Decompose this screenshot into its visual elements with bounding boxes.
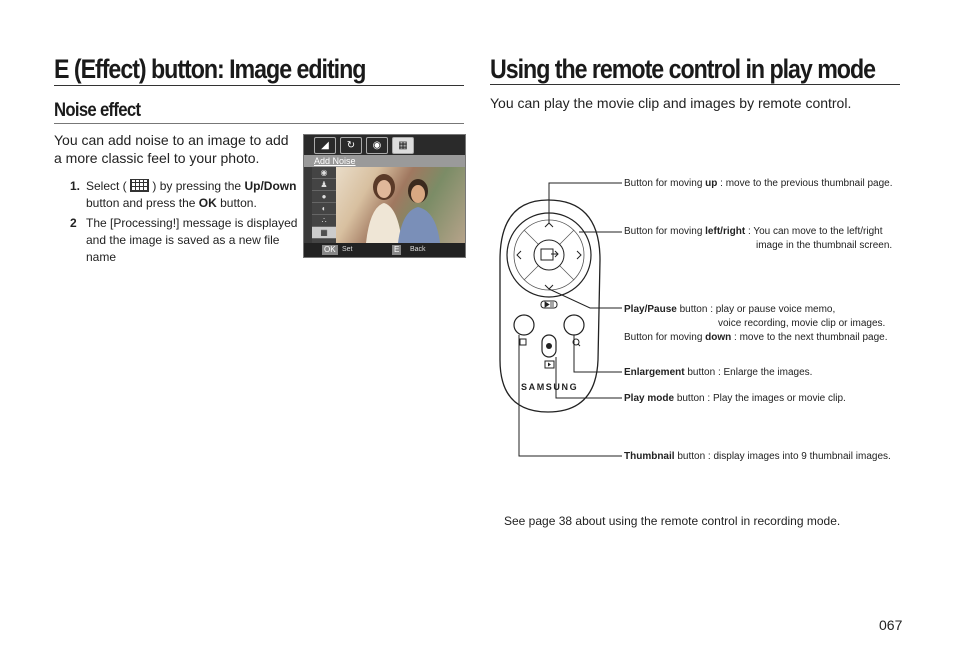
page-number: 067 xyxy=(879,617,903,633)
back-text: Back xyxy=(410,246,426,253)
add-noise-label: Add Noise xyxy=(314,156,356,166)
step-1-post: ) by pressing the xyxy=(152,179,242,193)
step-1-up: Up xyxy=(244,179,261,193)
noise-intro-text: You can add noise to an image to add a more classic feel to your photo. xyxy=(54,132,289,166)
e-key: E xyxy=(394,245,400,254)
step-2-text: The [Processing!] message is displayed and the image is saved as a new file name xyxy=(86,216,298,264)
set-text: Set xyxy=(342,246,353,253)
effect-icon: ▦ xyxy=(392,137,414,154)
palette-icon: ◉ xyxy=(366,137,388,154)
label-leftright-line2: image in the thumbnail screen. xyxy=(756,240,893,251)
remote-intro-text: You can play the movie clip and images by remote control. xyxy=(490,95,852,111)
enlargement-button[interactable] xyxy=(564,315,584,335)
label-enlarge: Enlargement button : Enlarge the images. xyxy=(624,367,813,378)
noise-effect-subtitle: Noise effect xyxy=(54,100,141,121)
left-page-title: E (Effect) button: Image editing xyxy=(54,54,366,84)
label-up: Button for moving up : move to the previous thumbnail page. xyxy=(624,178,893,189)
right-page-title: Using the remote control in play mode xyxy=(490,54,875,84)
step-1-pre: Select ( xyxy=(86,179,127,193)
label-playmode: Play mode button : Play the images or movie clip. xyxy=(624,393,846,404)
step-1-number: 1. xyxy=(70,179,81,193)
label-thumbnail: Thumbnail button : display images into 9 thumbnail images. xyxy=(624,451,891,462)
step-2-number: 2 xyxy=(70,216,77,230)
grid-icon: ▦ xyxy=(312,227,336,239)
remote-brand-logo: SAMSUNG xyxy=(521,382,579,392)
center-button[interactable] xyxy=(534,240,564,270)
step-1-down: Down xyxy=(263,179,297,193)
label-playpause: Play/Pause button : play or pause voice memo, xyxy=(624,304,836,315)
recording-mode-note: See page 38 about using the remote control in recording mode. xyxy=(504,514,841,528)
ok-key: OK xyxy=(324,245,336,254)
step-1-ok: OK xyxy=(198,196,217,210)
eye-icon: ◉ xyxy=(312,167,336,179)
label-leftright: Button for moving left/right : You can move to the left/right xyxy=(624,226,883,237)
dot-icon: ● xyxy=(312,191,336,203)
nodes-icon: ∴ xyxy=(312,215,336,227)
thumbnail-button[interactable] xyxy=(514,315,534,335)
label-down: Button for moving down : move to the next thumbnail page. xyxy=(624,332,888,343)
step-1-slash: / xyxy=(260,179,264,193)
contrast-icon: ◐ xyxy=(312,203,336,215)
rotate-icon: ↻ xyxy=(340,137,362,154)
label-playpause-line2: voice recording, movie clip or images. xyxy=(718,318,886,329)
resize-icon: ◢ xyxy=(314,137,336,154)
step-1-line2-post: button. xyxy=(220,196,257,210)
people-icon: ♟ xyxy=(312,179,336,191)
step-1-line2-pre: button and press the xyxy=(86,196,196,210)
play-mode-dot-icon xyxy=(546,343,552,349)
